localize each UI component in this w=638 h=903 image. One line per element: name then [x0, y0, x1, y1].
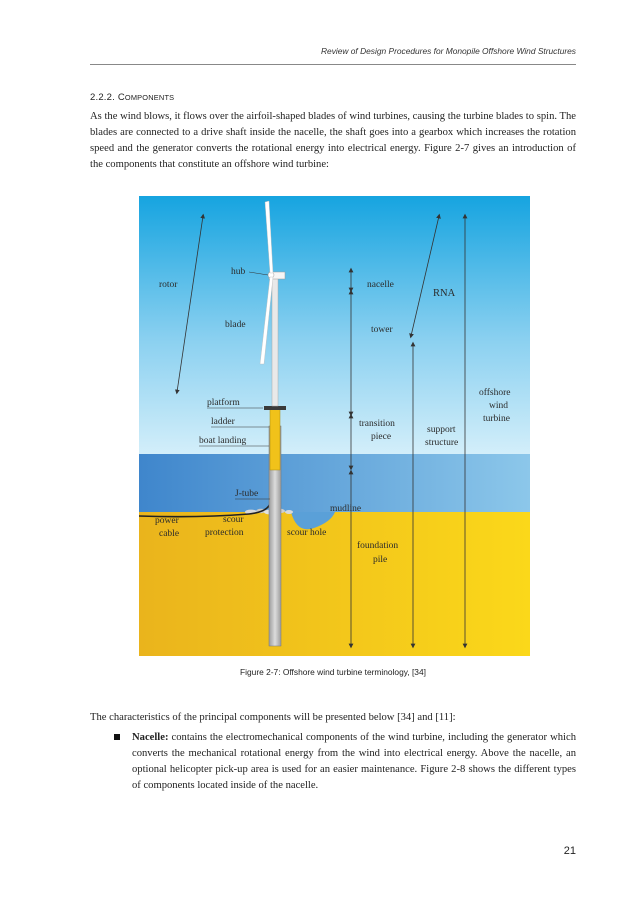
header-rule: [90, 64, 576, 65]
tower: [272, 276, 278, 406]
offshore-label-line2: wind: [489, 401, 508, 411]
offshore-label-line1: offshore: [479, 388, 511, 398]
transition-piece: [270, 408, 280, 470]
transition-label-line2: piece: [371, 432, 392, 442]
running-header: Review of Design Procedures for Monopile Offshore Wind Structures: [320, 46, 576, 56]
power-cable-label-line2: cable: [159, 529, 180, 539]
blade-label: blade: [225, 320, 246, 330]
platform-label: platform: [207, 398, 240, 408]
support-label-line1: support: [427, 425, 456, 435]
jtube-label: J-tube: [235, 489, 259, 499]
tower-label: tower: [371, 325, 393, 335]
section-title-initial: C: [117, 92, 125, 103]
bullet-term: Nacelle:: [132, 732, 169, 743]
scour-protection-label-line2: protection: [205, 528, 244, 538]
section-number: 2.2.2.: [90, 92, 118, 103]
rotor-label: rotor: [159, 280, 178, 290]
page-number: 21: [563, 845, 576, 857]
power-cable-label-line1: power: [155, 516, 179, 526]
nacelle-label: nacelle: [367, 280, 394, 290]
rna-label: RNA: [433, 288, 456, 299]
scour-protection-label-line1: scour: [223, 515, 244, 525]
turbine-figure: [139, 196, 530, 656]
platform: [264, 406, 286, 410]
section-heading: [90, 92, 174, 103]
bullet-description: contains the electromechanical components of the wind turbine, including the generator which converts the mechanical rotational energy from the wind into electrical energy. Above the nacelle, an optional helicopter pick-up area is used for an easier maintenance. Figure 2-8 shows the different types of components located inside of the nacelle.: [132, 732, 576, 791]
seabed: [139, 512, 530, 656]
foundation-label-line1: foundation: [357, 541, 399, 551]
transition-label-line1: transition: [359, 419, 395, 429]
hub-label: hub: [231, 267, 246, 277]
figure-caption: Figure 2-7: Offshore wind turbine terminology, [34]: [240, 667, 426, 677]
figure-reference-link[interactable]: Figure 2-7: [424, 143, 470, 154]
scour-hole-label: scour hole: [287, 528, 327, 538]
bullet-text: [132, 730, 576, 794]
mudline-label: mudline: [330, 504, 362, 514]
support-label-line2: structure: [425, 438, 459, 448]
intro-paragraph-tail: gives an introduction of the components that constitute an offshore wind turbine:: [90, 143, 576, 170]
intro-paragraph-text: As the wind blows, it flows over the airfoil-shaped blades of wind turbines, causing the turbine blades to spin. The blades are connected to a drive shaft inside the nacelle, the shaft goes into a gearbox which increases the rotation speed and the generator converts the rotational energy into electrical energy.: [90, 111, 576, 154]
square-bullet-icon: [114, 734, 120, 740]
section-title-rest: OMPONENTS: [124, 93, 175, 102]
foundation-label-line2: pile: [373, 555, 388, 565]
ladder-label: ladder: [211, 417, 235, 427]
components-intro: The characteristics of the principal components will be presented below [34] and [11]:: [90, 712, 456, 723]
offshore-label-line3: turbine: [483, 414, 510, 424]
boat-landing-label: boat landing: [199, 436, 247, 446]
sky-background: [139, 196, 530, 456]
intro-paragraph: [90, 109, 576, 173]
